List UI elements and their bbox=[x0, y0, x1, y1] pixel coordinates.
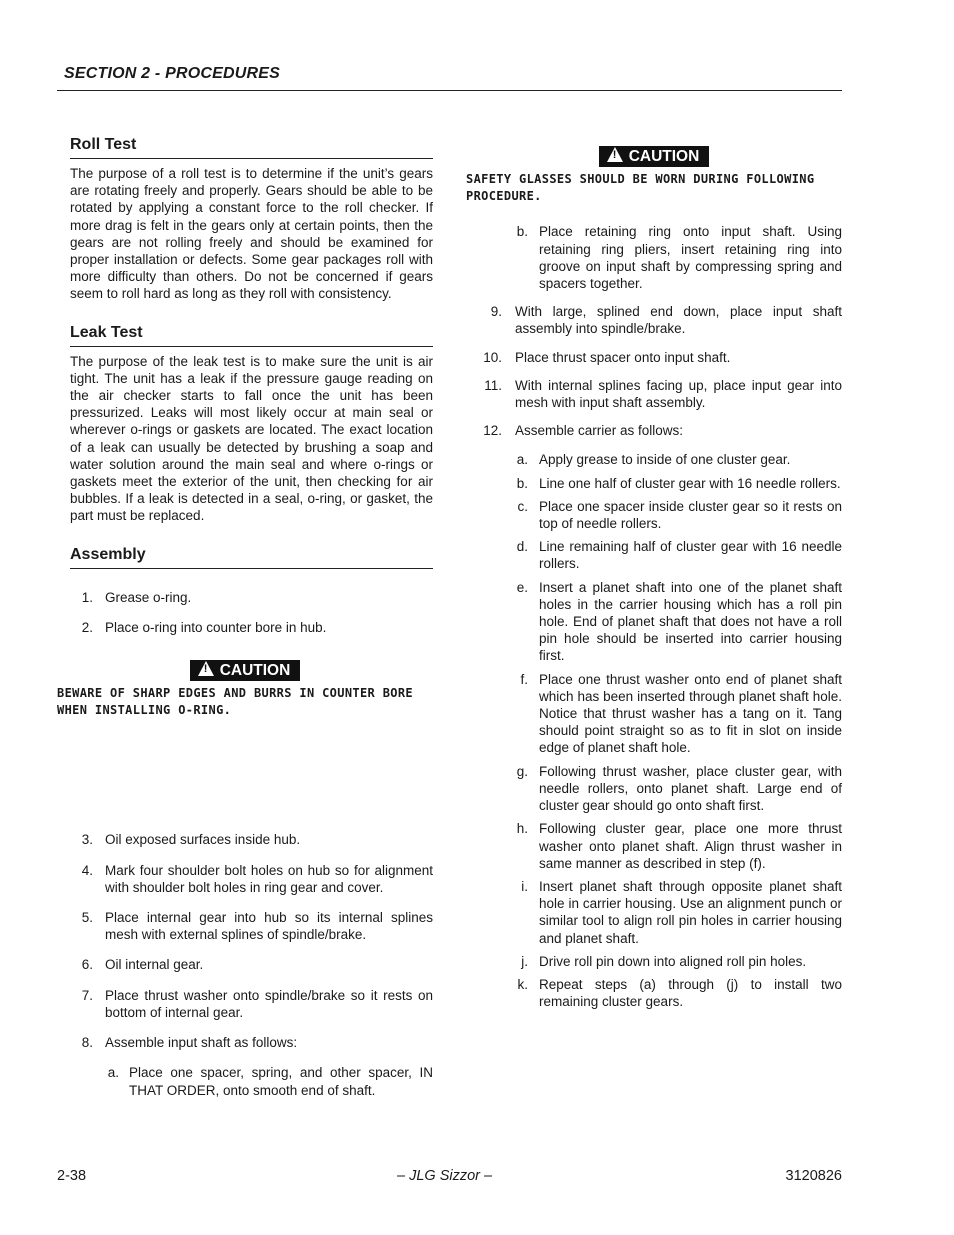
substep-text: Place retaining ring onto input shaft. Using retaining ring pliers, insert retaining ring into groove on input shaft by compressing spring and spacers together. bbox=[539, 224, 842, 292]
list-item bbox=[466, 671, 842, 757]
substep-text: Place one spacer, spring, and other spacer, IN THAT ORDER, onto smooth end of shaft. bbox=[129, 1065, 433, 1098]
left-column bbox=[57, 135, 433, 1099]
list-item bbox=[466, 223, 842, 292]
substep-text: Following cluster gear, place one more thrust washer onto planet shaft. Align thrust washer in same manner as described in step (f). bbox=[539, 821, 842, 871]
step-number: 11. bbox=[484, 377, 502, 393]
step-text: With large, splined end down, place input shaft assembly into spindle/brake. bbox=[515, 304, 842, 337]
substep-text: Insert a planet shaft into one of the planet shaft holes in the carrier housing which has a roll pin hole. End of planet shaft that does not have a roll pin hole should be inserted into carrier housing first. bbox=[539, 579, 842, 664]
step-number: 7. bbox=[81, 987, 93, 1003]
footer-title: – JLG Sizzor – bbox=[397, 1168, 493, 1184]
step-text: With internal splines facing up, place input gear into mesh with input shaft assembly. bbox=[515, 377, 842, 411]
substep-letter: c. bbox=[517, 498, 528, 514]
step-number: 4. bbox=[81, 862, 93, 878]
substep-letter: a. bbox=[516, 452, 528, 468]
step-text: Place o-ring into counter bore in hub. bbox=[105, 619, 327, 635]
caution-message: SAFETY GLASSES SHOULD BE WORN DURING FOLLOWING PROCEDURE. bbox=[466, 172, 815, 204]
step-text: Mark four shoulder bolt holes on hub so for alignment with shoulder bolt holes in ring gear and cover. bbox=[105, 862, 433, 895]
substep-letter: g. bbox=[516, 763, 528, 779]
substep-text: Place one thrust washer onto end of planet shaft which has been inserted through planet shaft hole. Notice that thrust washer has a tang on it. Tang should point straight so as to fit in slot on inside edge of planet shaft hole. bbox=[539, 671, 842, 756]
list-item bbox=[57, 589, 433, 606]
step-text: Place thrust washer onto spindle/brake so it rests on bottom of internal gear. bbox=[105, 987, 433, 1020]
substep-letter: f. bbox=[520, 671, 528, 687]
substep-letter: d. bbox=[516, 539, 528, 555]
step-number: 12. bbox=[483, 423, 502, 439]
warning-icon: ! bbox=[198, 661, 214, 676]
list-item bbox=[466, 422, 842, 439]
caution-message: BEWARE OF SHARP EDGES AND BURRS IN COUNTER BORE WHEN INSTALLING O-RING. bbox=[57, 686, 414, 718]
roll-test-section bbox=[57, 135, 433, 303]
list-item bbox=[466, 377, 842, 411]
step-number: 5. bbox=[81, 910, 93, 926]
leak-test-body: The purpose of the leak test is to make sure the unit is air tight. The unit has a leak if the pressure gauge reading on the air checker starts to fall once the unit has been pressurized. Leaks will most likely occur at main seal or wherever o-rings or gaskets are located. The exact location of a leak can usually be detected by brushing a soap and water solution around the main seal and where o-rings or gaskets meet the exterior of the unit, then checking for air bubbles. If a leak is detected in a seal, o-ring, or gasket, the part must be replaced. bbox=[70, 353, 433, 524]
substep-letter: j. bbox=[521, 953, 528, 969]
substep-text: Drive roll pin down into aligned roll pin holes. bbox=[539, 953, 807, 969]
step-number: 10. bbox=[483, 349, 502, 365]
substep-letter: h. bbox=[516, 821, 528, 837]
caution-badge: ! CAUTION bbox=[599, 146, 710, 167]
list-item bbox=[466, 976, 842, 1010]
substep-letter: b. bbox=[516, 475, 528, 491]
roll-test-heading: Roll Test bbox=[70, 135, 433, 159]
step-text: Assemble input shaft as follows: bbox=[105, 1035, 298, 1051]
caution-block bbox=[466, 146, 842, 205]
list-item bbox=[466, 498, 842, 532]
list-item bbox=[57, 1034, 433, 1051]
leak-test-section bbox=[57, 323, 433, 525]
list-item bbox=[466, 579, 842, 665]
page-number: 2-38 bbox=[57, 1168, 87, 1184]
step-text: Oil exposed surfaces inside hub. bbox=[105, 832, 301, 848]
assembly-heading: Assembly bbox=[70, 545, 433, 569]
substep-letter: e. bbox=[516, 579, 528, 595]
section-title: SECTION 2 - PROCEDURES bbox=[64, 65, 280, 82]
roll-test-body: The purpose of a roll test is to determine if the unit’s gears are rotating freely and properly. Gears should be able to be rotated by applying a constant force to the roll checker. If more drag is felt in the gears only at certain points, then the gears are not rolling freely and should be examined for proper installation or defects. Some gear packages roll with more difficulty than others. Do not be concerned if gears seem to roll hard as long as they roll with consistency. bbox=[70, 166, 433, 302]
substep-text: Place one spacer inside cluster gear so it rests on top of needle rollers. bbox=[539, 498, 842, 532]
step-number: 2. bbox=[81, 619, 93, 635]
substep-text: Repeat steps (a) through (j) to install two remaining cluster gears. bbox=[539, 976, 842, 1010]
substep-text: Line one half of cluster gear with 16 needle rollers. bbox=[539, 475, 841, 491]
list-item bbox=[466, 475, 842, 492]
step-number: 6. bbox=[81, 957, 93, 973]
list-item bbox=[466, 538, 842, 572]
list-item bbox=[57, 619, 433, 636]
substep-letter: k. bbox=[517, 976, 528, 992]
step-number: 1. bbox=[81, 589, 93, 605]
list-item bbox=[57, 1064, 433, 1098]
step-text: Place internal gear into hub so its internal splines mesh with external splines of spindle/brake. bbox=[105, 910, 433, 943]
list-item bbox=[57, 862, 433, 896]
warning-icon: ! bbox=[607, 147, 623, 162]
step-number: 3. bbox=[81, 832, 93, 848]
list-item bbox=[466, 451, 842, 468]
substep-letter: a. bbox=[107, 1065, 119, 1081]
list-item bbox=[466, 763, 842, 815]
step-number: 9. bbox=[490, 304, 502, 320]
list-item bbox=[466, 878, 842, 947]
page-header bbox=[57, 64, 842, 91]
list-item bbox=[57, 909, 433, 943]
caution-badge: ! CAUTION bbox=[190, 660, 301, 681]
list-item bbox=[57, 831, 433, 848]
step-text: Oil internal gear. bbox=[105, 957, 204, 973]
list-item bbox=[466, 349, 842, 366]
list-item bbox=[466, 820, 842, 872]
list-item bbox=[57, 956, 433, 973]
step-number: 8. bbox=[81, 1035, 93, 1051]
list-item bbox=[466, 953, 842, 970]
substep-text: Insert planet shaft through opposite planet shaft hole in carrier housing. Use an alignment punch or similar tool to align roll pin holes in carrier housing and planet shaft. bbox=[539, 878, 842, 946]
step-text: Grease o-ring. bbox=[105, 589, 192, 605]
right-column bbox=[466, 146, 842, 1010]
leak-test-heading: Leak Test bbox=[70, 323, 433, 347]
list-item bbox=[57, 987, 433, 1021]
assembly-section bbox=[57, 545, 433, 1099]
substep-letter: i. bbox=[521, 878, 528, 894]
substep-text: Following thrust washer, place cluster gear, with needle rollers, onto planet shaft. Large end of cluster gear should go onto shaft first. bbox=[539, 763, 842, 814]
step-text: Assemble carrier as follows: bbox=[515, 423, 684, 439]
substep-list bbox=[466, 451, 842, 1010]
caution-block bbox=[57, 660, 433, 719]
document-number: 3120826 bbox=[785, 1168, 842, 1184]
list-item bbox=[466, 303, 842, 337]
substep-text: Line remaining half of cluster gear with 16 needle rollers. bbox=[539, 539, 842, 572]
substep-text: Apply grease to inside of one cluster gear. bbox=[539, 452, 791, 468]
step-text: Place thrust spacer onto input shaft. bbox=[515, 349, 731, 365]
substep-letter: b. bbox=[516, 224, 528, 240]
